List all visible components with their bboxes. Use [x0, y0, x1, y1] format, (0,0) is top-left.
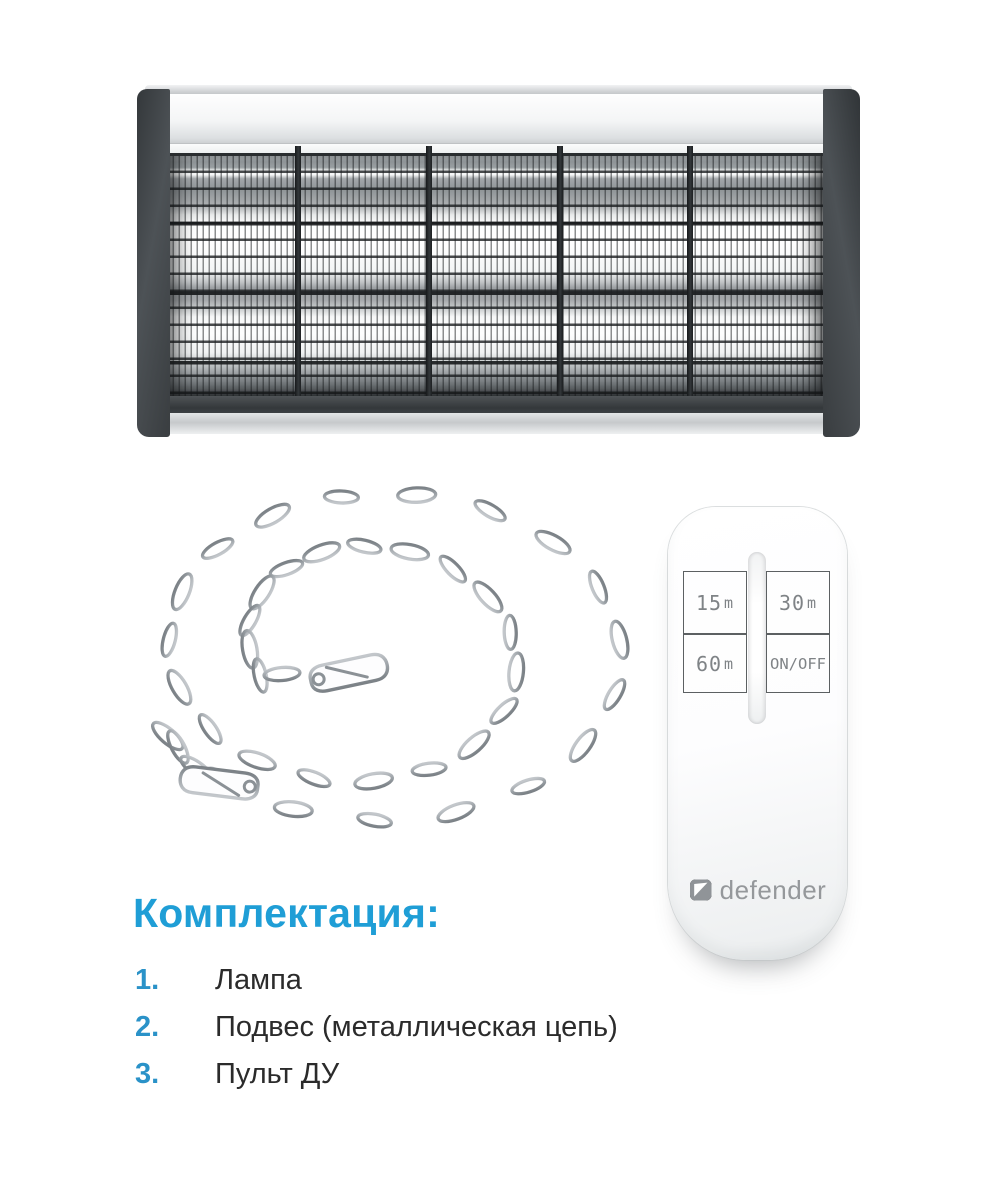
lamp-end-cap-right: [823, 89, 860, 437]
remote-button-label: 60: [695, 651, 723, 676]
remote-button-label: ON/OFF: [770, 654, 826, 673]
kit-list: [135, 964, 618, 1105]
chain-snap-hook-center: [308, 652, 390, 694]
remote-button-onoff: [766, 634, 830, 693]
lamp-reflector-strip: [168, 144, 823, 153]
kit-heading: Комплектация:: [133, 890, 440, 936]
remote-button-label: 15: [695, 590, 723, 615]
remote-button-60m: [683, 634, 747, 693]
brand-row: [668, 875, 847, 905]
remote-button-unit: m: [807, 593, 818, 612]
list-item-label: Лампа: [215, 964, 302, 996]
lamp-wire-grid: [168, 153, 823, 396]
lamp-bottom-bar: [149, 413, 848, 434]
list-item-number: 2.: [135, 1011, 160, 1043]
brand-name: defender: [719, 874, 827, 905]
list-item-number: 1.: [135, 964, 160, 996]
remote-button-unit: m: [724, 654, 735, 673]
lamp-end-cap-left: [137, 89, 170, 437]
chain-svg: [120, 485, 660, 845]
remote-button-label: 30: [778, 590, 806, 615]
lamp-photo: [137, 85, 860, 437]
lamp-housing: [168, 94, 823, 144]
list-item-label: Пульт ДУ: [215, 1058, 340, 1090]
remote-button-15m: [683, 571, 747, 634]
remote-button-30m: [766, 571, 830, 634]
defender-logo-icon: [689, 878, 713, 902]
list-item: [135, 964, 618, 1011]
grid-post: [295, 146, 301, 396]
lamp-tray: [168, 396, 823, 413]
list-item: [135, 1011, 618, 1058]
grid-post: [426, 146, 432, 396]
grid-post: [687, 146, 693, 396]
remote-center-ridge: [748, 552, 766, 724]
list-item-label: Подвес (металлическая цепь): [215, 1011, 618, 1043]
list-item-number: 3.: [135, 1058, 160, 1090]
grid-post: [557, 146, 563, 396]
chain-snap-hook-end: [179, 765, 260, 800]
list-item: [135, 1058, 618, 1105]
remote-photo: [668, 507, 847, 960]
remote-button-unit: m: [724, 593, 735, 612]
chain-photo: [120, 485, 660, 845]
